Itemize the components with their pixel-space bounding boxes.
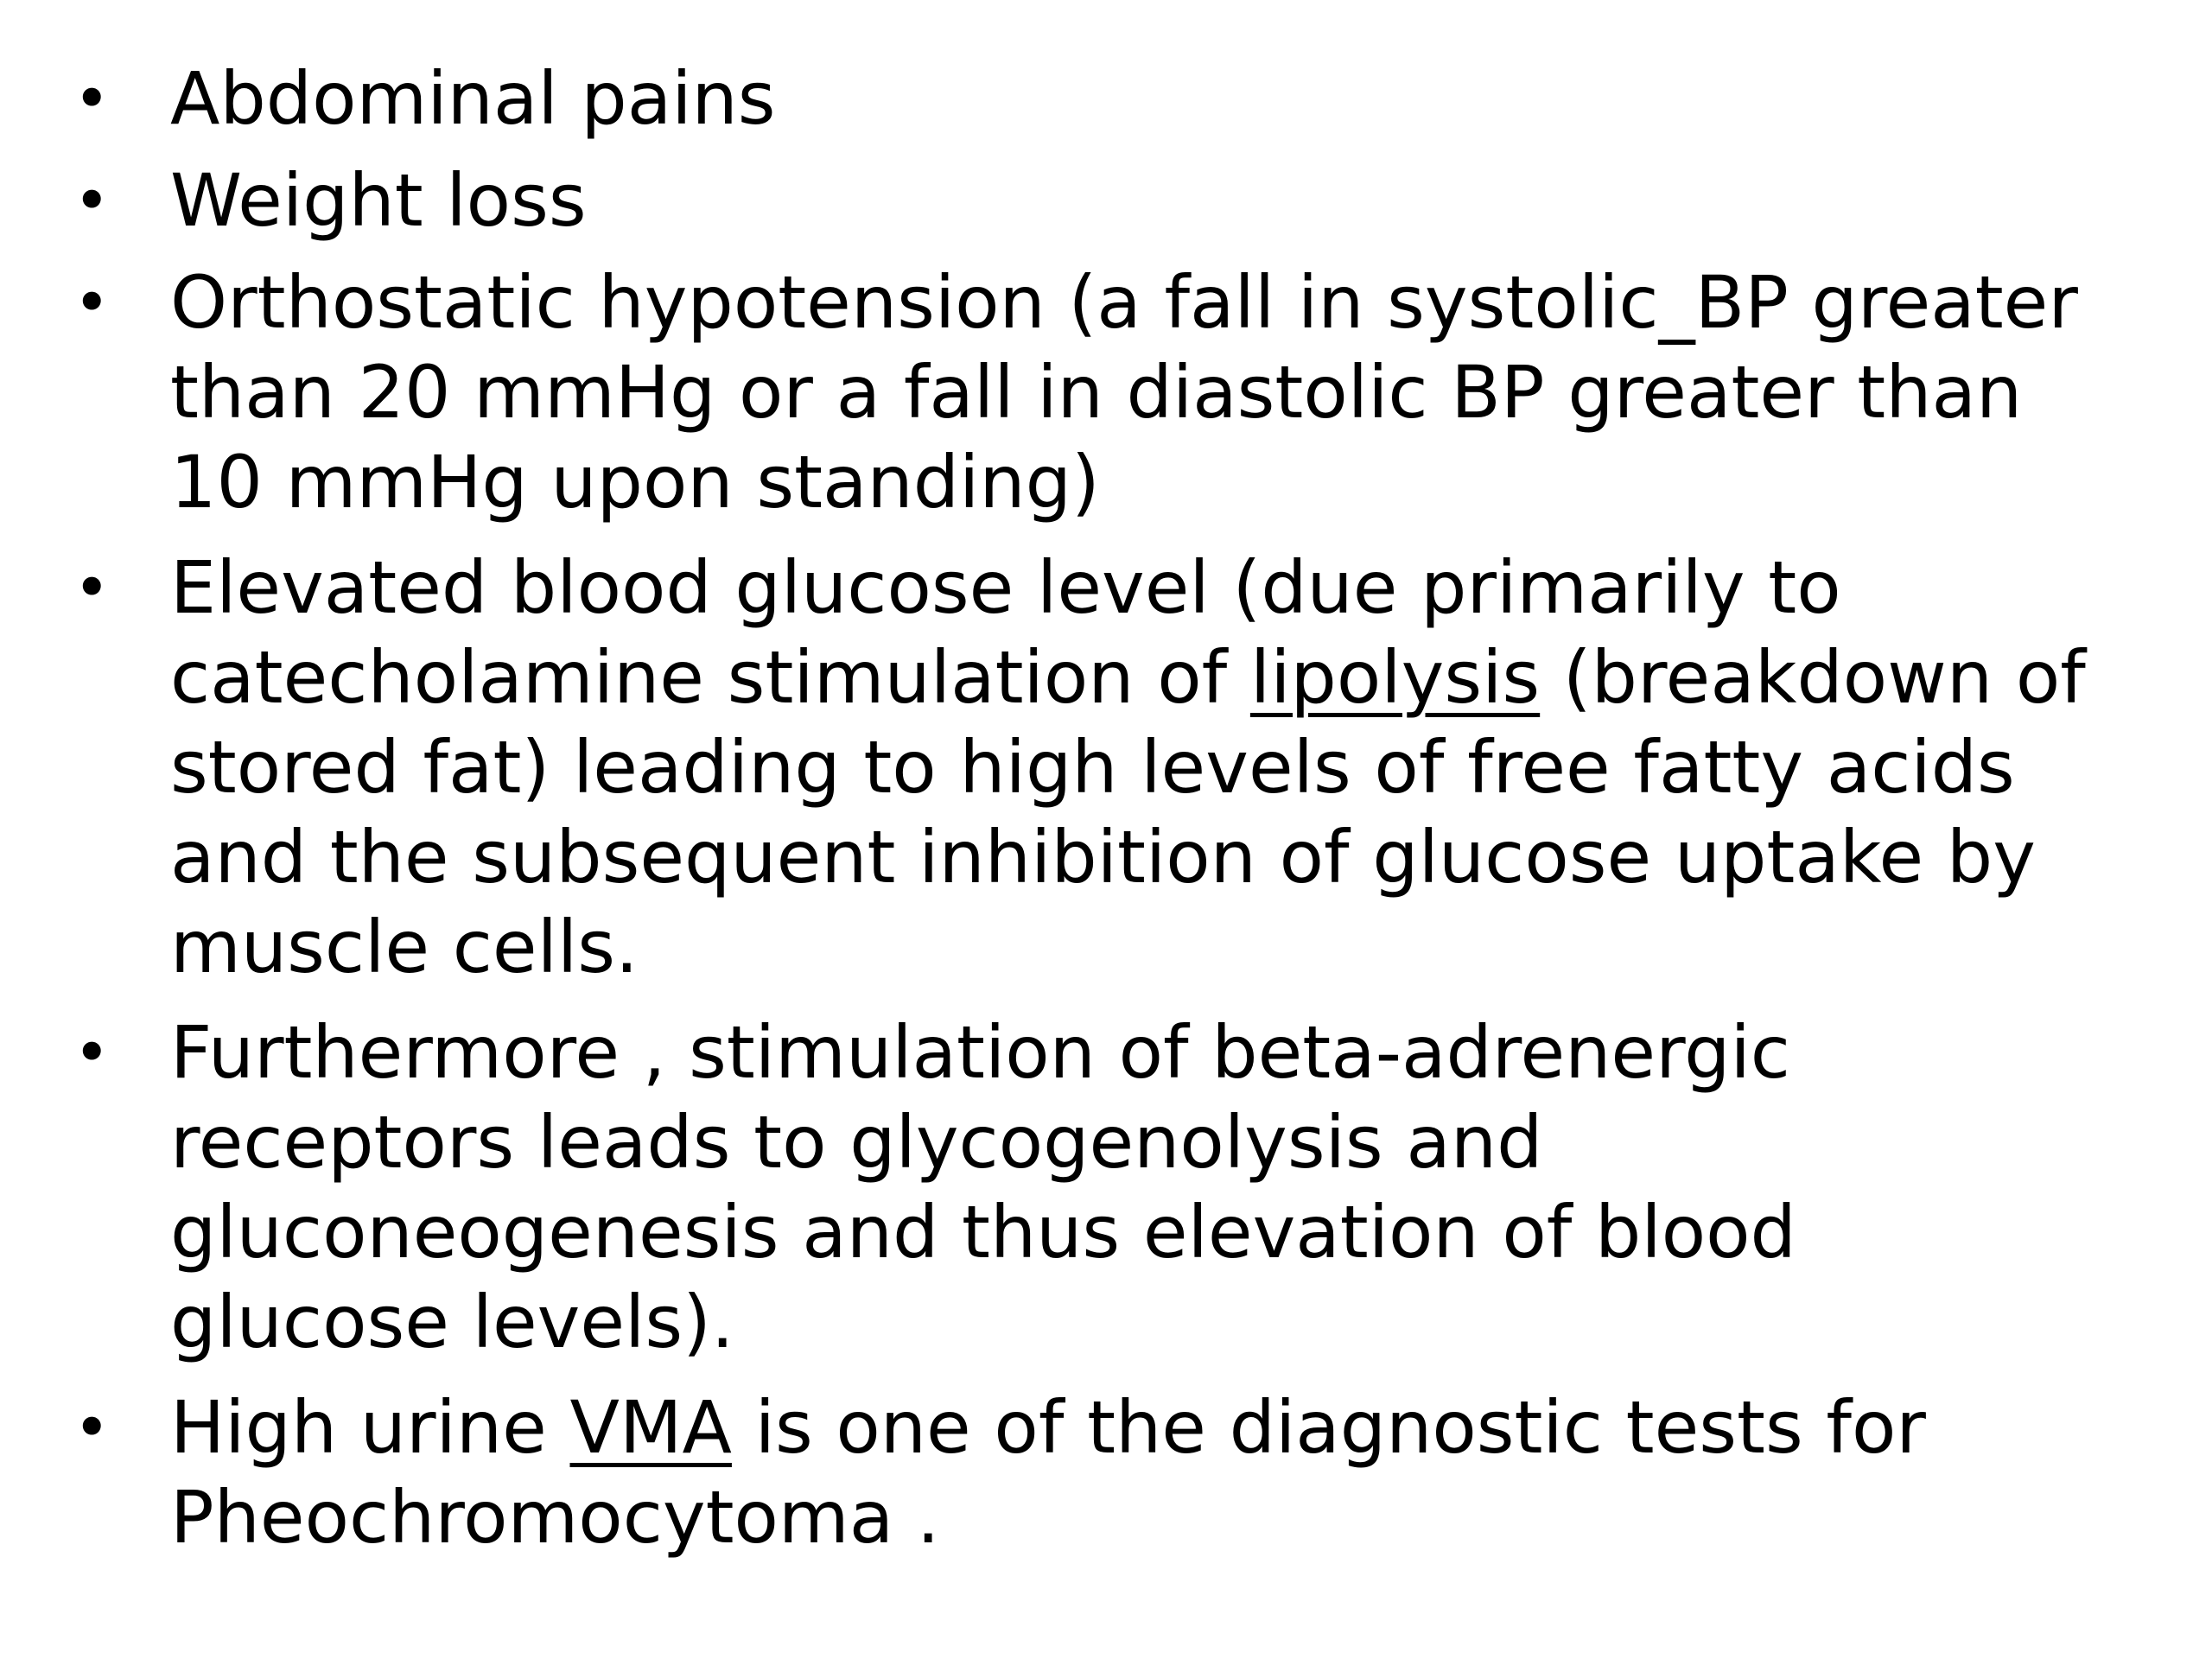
bullet-icon: • [73,164,111,237]
list-item [73,156,2087,245]
bullet-text: Weight loss [170,158,587,243]
list-item [73,1007,2087,1367]
list-item [73,543,2087,992]
list-item [73,257,2087,527]
bullet-text: Orthostatic hypotension (a fall in systolic_BP greater than 20 mmHg or a fall in diastolic BP greater than 10 mmHg upon standing) [170,260,2078,524]
bullet-icon: • [73,1391,111,1464]
bullet-icon: • [73,266,111,339]
bullet-text: Furthermore , stimulation of beta-adrenergic receptors leads to glycogenolysis and gluconeogenesis and thus elevation of blood glucose levels). [170,1010,1796,1364]
list-item [73,54,2087,143]
lipolysis-link[interactable]: lipolysis [1249,635,1541,720]
bullet-text-before: Elevated blood glucose level (due primarily to catecholamine stimulation of [170,545,1841,720]
bullet-text-after: is one of the diagnostic tests for Pheochromocytoma . [170,1385,1926,1560]
bullet-icon: • [73,62,111,135]
bullet-text-after: (breakdown of stored fat) leading to high levels of free fatty acids and the subsequent inhibition of glucose uptake by muscle cells. [170,635,2086,989]
list-item [73,1382,2087,1562]
bullet-icon: • [73,1016,111,1089]
bullet-list [73,54,2087,1578]
bullet-text: Abdominal pains [170,56,776,141]
vma-link[interactable]: VMA [569,1385,732,1470]
bullet-icon: • [73,551,111,624]
bullet-text-before: High urine [170,1385,570,1470]
